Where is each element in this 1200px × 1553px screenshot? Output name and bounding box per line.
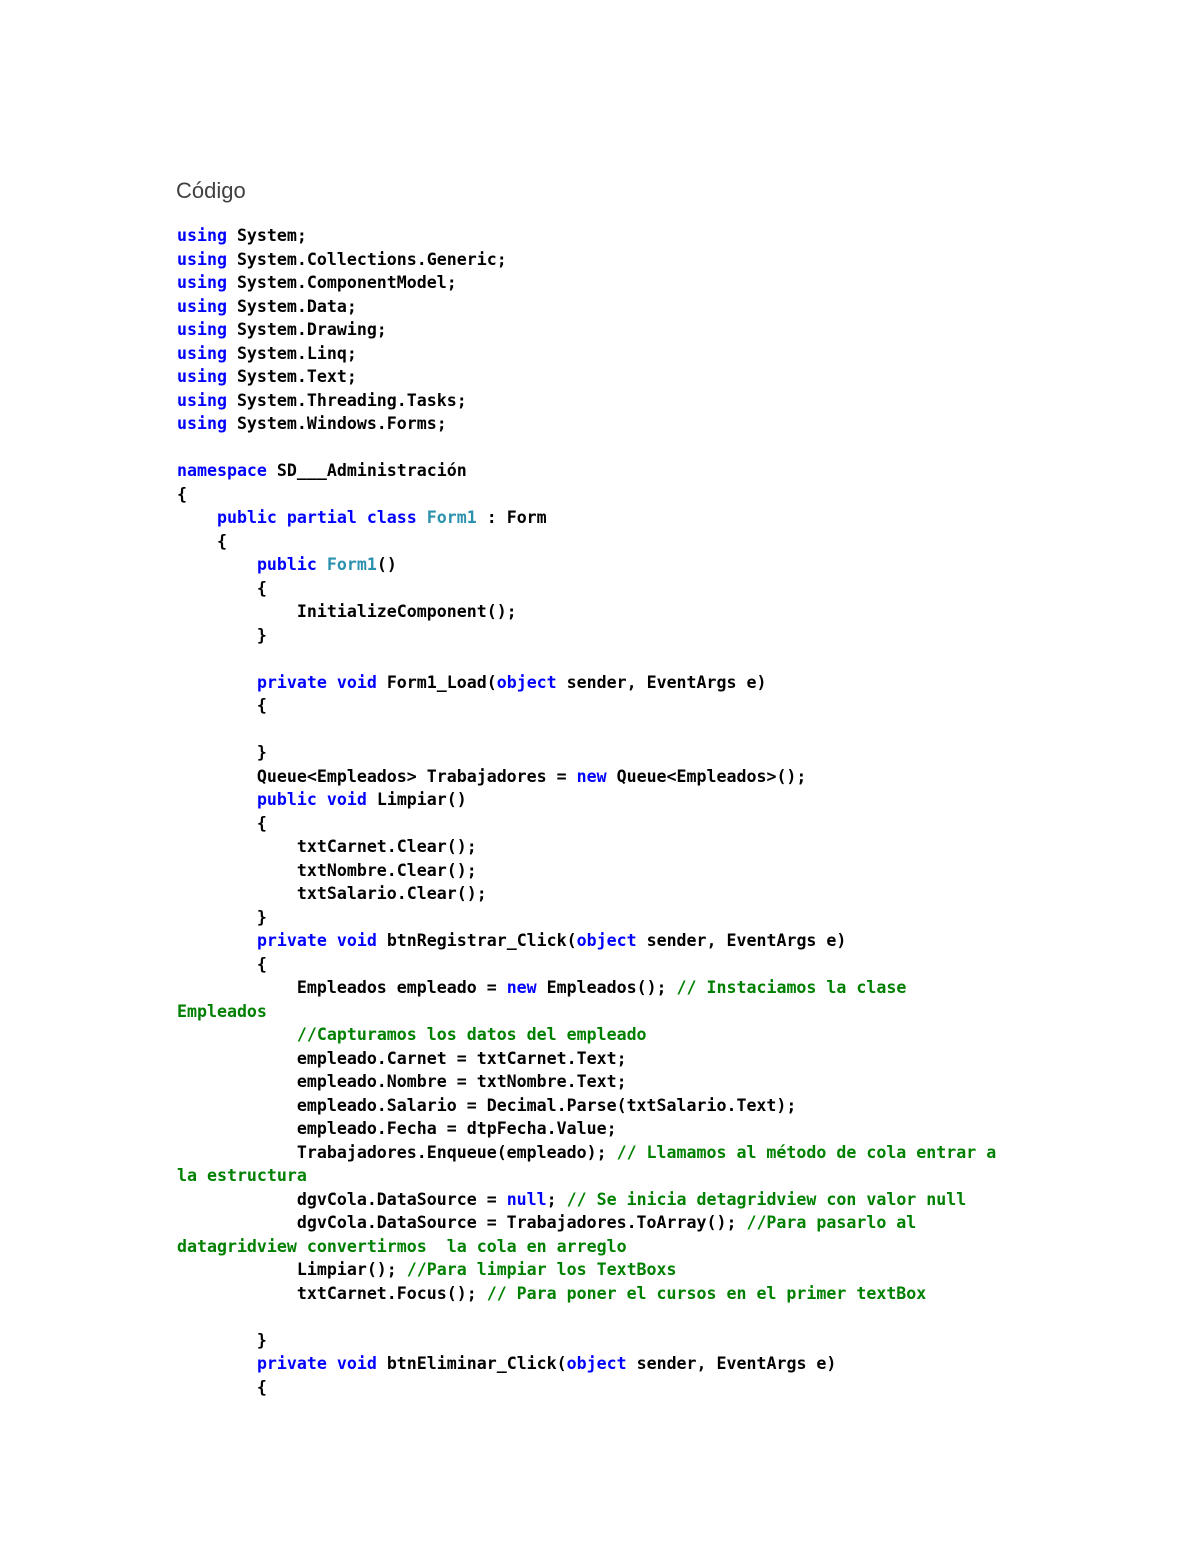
code-line xyxy=(177,647,1167,671)
code-text: txtCarnet.Focus(); xyxy=(177,1283,487,1303)
code-line xyxy=(177,600,1167,624)
code-text xyxy=(177,1025,297,1044)
code-text: Form1_Load( xyxy=(376,672,497,692)
code-text: System.Windows.Forms; xyxy=(226,414,447,433)
code-keyword: public partial class xyxy=(216,508,417,527)
code-text xyxy=(177,931,257,950)
code-text: { xyxy=(177,531,227,551)
code-line xyxy=(177,929,1167,953)
code-line xyxy=(177,953,1167,977)
code-text: ; xyxy=(546,1189,567,1209)
code-keyword: namespace xyxy=(177,461,267,480)
code-text: System.ComponentModel; xyxy=(226,273,457,292)
code-text: empleado.Fecha = dtpFecha.Value; xyxy=(177,1119,617,1138)
code-text: } xyxy=(177,743,267,762)
code-comment: // Para poner el cursos en el primer textBox xyxy=(486,1283,927,1303)
code-line xyxy=(177,248,1167,272)
code-text: Empleados empleado = xyxy=(177,978,507,997)
code-text: } xyxy=(177,625,267,645)
code-line xyxy=(177,788,1167,812)
code-text: txtSalario.Clear(); xyxy=(177,884,487,903)
code-keyword: object xyxy=(496,672,557,692)
code-text: { xyxy=(177,484,187,504)
code-keyword: using xyxy=(177,249,227,269)
code-text: System.Drawing; xyxy=(226,320,387,339)
code-line xyxy=(177,483,1167,507)
code-line xyxy=(177,506,1167,530)
code-text xyxy=(317,555,327,574)
code-text: sender, EventArgs e) xyxy=(636,931,847,950)
code-line xyxy=(177,1117,1167,1141)
code-line xyxy=(177,741,1167,765)
code-comment: datagridview convertirmos la cola en arreglo xyxy=(177,1236,627,1256)
code-text: } xyxy=(177,907,267,927)
code-text: InitializeComponent(); xyxy=(177,602,517,621)
code-comment: //Capturamos los datos del empleado xyxy=(296,1025,647,1044)
code-text: { xyxy=(177,1377,267,1397)
code-line xyxy=(177,1188,1167,1212)
code-text xyxy=(177,790,257,809)
code-text: sender, EventArgs e) xyxy=(626,1354,837,1373)
code-keyword: using xyxy=(177,367,227,386)
code-type-name: Form1 xyxy=(326,555,377,574)
code-line xyxy=(177,1352,1167,1376)
code-keyword: using xyxy=(177,296,227,316)
code-text: () xyxy=(376,555,397,574)
code-keyword: public void xyxy=(256,790,367,809)
code-text: empleado.Carnet = txtCarnet.Text; xyxy=(177,1048,627,1068)
code-line xyxy=(177,1141,1167,1165)
code-line xyxy=(177,1000,1167,1024)
code-text: dgvCola.DataSource = xyxy=(177,1189,507,1209)
code-line xyxy=(177,459,1167,483)
code-comment: // Instaciamos la clase xyxy=(676,978,907,997)
code-text: System; xyxy=(226,226,307,245)
code-line xyxy=(177,765,1167,789)
code-text: txtCarnet.Clear(); xyxy=(177,837,477,856)
code-line xyxy=(177,882,1167,906)
code-line xyxy=(177,976,1167,1000)
code-text: System.Text; xyxy=(226,367,357,386)
code-keyword: using xyxy=(177,273,227,292)
code-line xyxy=(177,365,1167,389)
code-comment: la estructura xyxy=(177,1166,307,1185)
code-text: { xyxy=(177,813,267,833)
code-keyword: using xyxy=(177,226,227,245)
code-keyword: object xyxy=(576,931,637,950)
code-line xyxy=(177,1070,1167,1094)
code-block xyxy=(177,224,1167,1399)
code-text: : Form xyxy=(476,508,547,527)
code-text: { xyxy=(177,578,267,598)
code-text: btnEliminar_Click( xyxy=(376,1354,567,1373)
code-line xyxy=(177,1305,1167,1329)
code-text: Queue<Empleados> Trabajadores = xyxy=(177,766,577,786)
code-keyword: using xyxy=(177,414,227,433)
code-text: System.Threading.Tasks; xyxy=(226,390,467,410)
code-text: txtNombre.Clear(); xyxy=(177,860,477,880)
code-text xyxy=(177,508,217,527)
code-text: Empleados(); xyxy=(536,978,677,997)
code-text: Limpiar() xyxy=(366,790,467,809)
code-line xyxy=(177,1329,1167,1353)
code-line xyxy=(177,1094,1167,1118)
code-keyword: using xyxy=(177,320,227,339)
code-text: empleado.Nombre = txtNombre.Text; xyxy=(177,1072,627,1091)
code-line xyxy=(177,718,1167,742)
code-line xyxy=(177,835,1167,859)
code-text xyxy=(177,673,257,692)
code-text: System.Collections.Generic; xyxy=(226,249,507,269)
code-line xyxy=(177,436,1167,460)
code-line xyxy=(177,812,1167,836)
code-comment: // Llamamos al método de cola entrar a xyxy=(616,1142,997,1162)
code-text xyxy=(177,1354,257,1373)
code-keyword: private void xyxy=(256,1354,377,1373)
code-type-name: Form1 xyxy=(426,508,477,527)
code-keyword: using xyxy=(177,343,227,363)
section-heading: Código xyxy=(176,178,246,203)
code-keyword: null xyxy=(506,1189,547,1209)
code-text: btnRegistrar_Click( xyxy=(376,931,577,950)
code-text: Limpiar(); xyxy=(177,1260,407,1279)
code-line xyxy=(177,906,1167,930)
code-text: { xyxy=(177,696,267,715)
code-line xyxy=(177,1235,1167,1259)
code-line xyxy=(177,389,1167,413)
code-line xyxy=(177,224,1167,248)
code-line xyxy=(177,295,1167,319)
code-text: Queue<Empleados>(); xyxy=(606,766,807,786)
code-comment: Empleados xyxy=(177,1001,267,1021)
code-comment: //Para pasarlo al xyxy=(746,1213,917,1232)
code-line xyxy=(177,671,1167,695)
code-text: System.Linq; xyxy=(226,343,357,363)
code-line xyxy=(177,1258,1167,1282)
code-text: } xyxy=(177,1330,267,1350)
code-line xyxy=(177,412,1167,436)
code-keyword: new xyxy=(506,978,537,997)
code-text: sender, EventArgs e) xyxy=(556,672,767,692)
code-line xyxy=(177,1047,1167,1071)
code-line xyxy=(177,1023,1167,1047)
code-line xyxy=(177,1282,1167,1306)
code-keyword: object xyxy=(566,1354,627,1373)
code-comment: //Para limpiar los TextBoxs xyxy=(406,1260,677,1279)
code-text xyxy=(417,508,427,527)
code-keyword: private void xyxy=(256,931,377,950)
code-line xyxy=(177,553,1167,577)
code-line xyxy=(177,342,1167,366)
code-line xyxy=(177,859,1167,883)
code-text: SD___Administración xyxy=(266,461,467,480)
code-text: empleado.Salario = Decimal.Parse(txtSalario.Text); xyxy=(177,1095,797,1115)
code-line xyxy=(177,624,1167,648)
code-line xyxy=(177,271,1167,295)
code-text: { xyxy=(177,954,267,974)
code-keyword: public xyxy=(256,555,317,574)
code-keyword: new xyxy=(576,766,607,786)
code-comment: // Se inicia detagridview con valor null xyxy=(566,1189,967,1209)
code-text: dgvCola.DataSource = Trabajadores.ToArray(); xyxy=(177,1213,747,1232)
code-keyword: private void xyxy=(256,672,377,692)
code-line xyxy=(177,1164,1167,1188)
code-line xyxy=(177,577,1167,601)
code-text xyxy=(177,555,257,574)
code-line xyxy=(177,1376,1167,1400)
code-line xyxy=(177,694,1167,718)
code-text: System.Data; xyxy=(226,296,357,316)
code-line xyxy=(177,530,1167,554)
code-line xyxy=(177,318,1167,342)
code-line xyxy=(177,1211,1167,1235)
code-keyword: using xyxy=(177,390,227,410)
code-text: Trabajadores.Enqueue(empleado); xyxy=(177,1142,617,1162)
